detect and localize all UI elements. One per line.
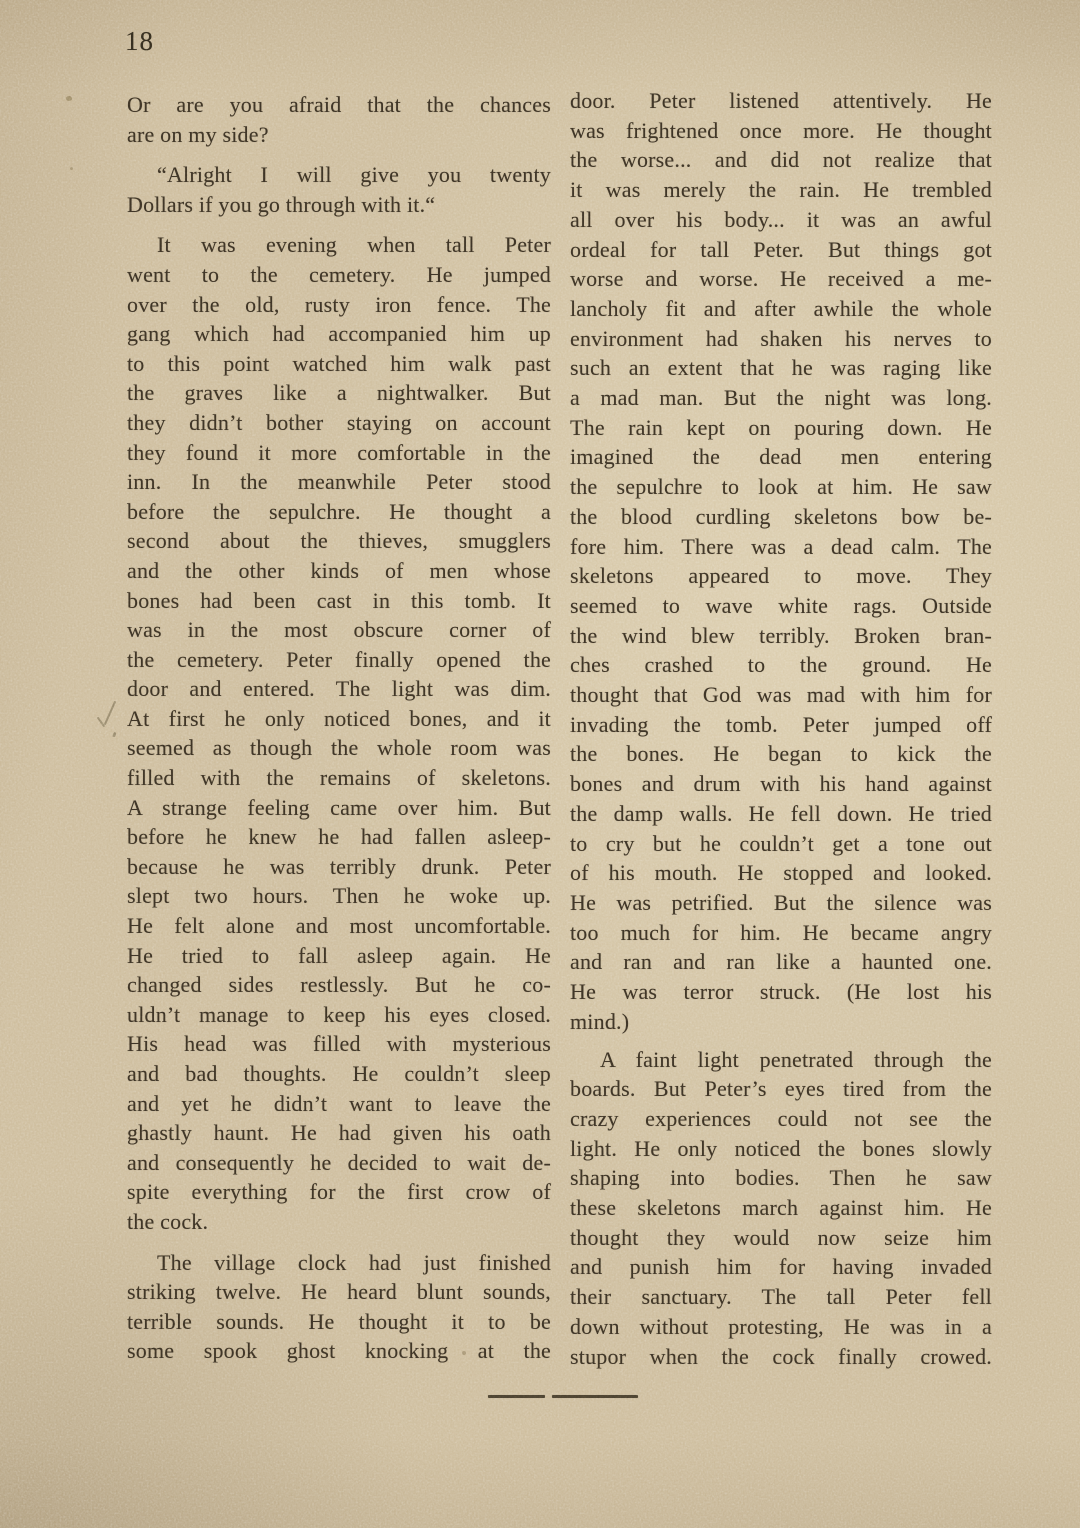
text-line: because he was terribly drunk. Peter bbox=[127, 853, 551, 879]
text-line: It was evening when tall Peter bbox=[157, 232, 551, 258]
text-line: Dollars if you go through with it.“ bbox=[127, 191, 436, 217]
text-line: light. He only noticed the bones slowly bbox=[570, 1135, 992, 1161]
text-line: before the sepulchre. He thought a bbox=[127, 498, 551, 524]
text-line: environment had shaken his nerves to bbox=[570, 325, 992, 351]
text-line: He felt alone and most uncomfortable. bbox=[127, 913, 551, 939]
text-line: shaping into bodies. Then he saw bbox=[570, 1165, 992, 1191]
text-line: and bad thoughts. He couldn’t sleep bbox=[127, 1061, 551, 1086]
footer-rule-segment bbox=[488, 1395, 545, 1398]
text-line: the blood curdling skeletons bow be- bbox=[570, 503, 992, 529]
text-line: second about the thieves, smugglers bbox=[127, 528, 551, 554]
page-number: 18 bbox=[125, 26, 154, 56]
text-line: invading the tomb. Peter jumped off bbox=[570, 711, 992, 737]
text-line: imagined the dead men entering bbox=[570, 444, 992, 470]
text-line: striking twelve. He heard blunt sounds, bbox=[127, 1279, 551, 1305]
text-line: He was terror struck. (He lost his bbox=[570, 979, 992, 1005]
text-line: bones had been cast in this tomb. It bbox=[127, 587, 551, 613]
text-line: His head was filled with mysterious bbox=[127, 1031, 551, 1057]
text-line: they found it more comfortable in the bbox=[127, 439, 551, 465]
text-line: crazy experiences could not see the bbox=[570, 1105, 992, 1131]
text-line: over the old, rusty iron fence. The bbox=[127, 291, 551, 317]
text-column-right bbox=[570, 86, 992, 1379]
text-line: door and entered. The light was dim. bbox=[127, 676, 551, 702]
text-line: filled with the remains of skeletons. bbox=[127, 765, 551, 791]
text-line: worse and worse. He received a me- bbox=[570, 266, 992, 292]
text-line: skeletons appeared to move. They bbox=[570, 563, 992, 589]
paragraph bbox=[127, 1248, 551, 1366]
text-line: was frightened once more. He thought bbox=[570, 117, 992, 143]
text-line: “Alright I will give you twenty bbox=[157, 162, 551, 188]
text-line: thought they would now seize him bbox=[570, 1224, 992, 1250]
paper-speck bbox=[70, 167, 73, 170]
text-line: they didn’t bother staying on account bbox=[127, 409, 551, 435]
text-line: some spook ghost knocking at the bbox=[127, 1338, 551, 1364]
text-line: the graves like a nightwalker. But bbox=[127, 380, 551, 406]
text-line: it was merely the rain. He trembled bbox=[570, 177, 992, 203]
pencil-margin-mark bbox=[97, 698, 123, 742]
paragraph bbox=[127, 160, 551, 219]
text-line: slept two hours. Then he woke up. bbox=[127, 883, 551, 909]
text-line: the bones. He began to kick the bbox=[570, 741, 992, 767]
paragraph bbox=[127, 230, 551, 1236]
text-line: and punish him for having invaded bbox=[570, 1254, 992, 1280]
text-line: the cemetery. Peter finally opened the bbox=[127, 646, 551, 672]
text-line: of his mouth. He stopped and looked. bbox=[570, 860, 992, 886]
text-line: terrible sounds. He thought it to be bbox=[127, 1308, 551, 1334]
paragraph bbox=[570, 86, 992, 1037]
text-line: gang which had accompanied him up bbox=[127, 321, 551, 347]
text-line: to cry but he couldn’t get a tone out bbox=[570, 830, 992, 856]
text-line: mind.) bbox=[570, 1008, 630, 1034]
text-line: the damp walls. He fell down. He tried bbox=[570, 800, 992, 826]
text-line: to this point watched him walk past bbox=[127, 350, 551, 376]
text-line: went to the cemetery. He jumped bbox=[127, 261, 551, 287]
text-line: fore him. There was a dead calm. The bbox=[570, 533, 992, 559]
text-line: such an extent that he was raging like bbox=[570, 355, 992, 381]
text-line: uldn’t manage to keep his eyes closed. bbox=[127, 1001, 551, 1027]
text-line: changed sides restlessly. But he co- bbox=[127, 972, 551, 998]
text-line: boards. But Peter’s eyes tired from the bbox=[570, 1076, 992, 1102]
text-line: before he knew he had fallen asleep- bbox=[127, 824, 551, 850]
text-line: stupor when the cock finally crowed. bbox=[570, 1343, 992, 1369]
text-line: the worse... and did not realize that bbox=[570, 147, 992, 173]
text-line: At first he only noticed bones, and it bbox=[127, 705, 551, 731]
text-line: He tried to fall asleep again. He bbox=[127, 942, 551, 968]
text-line: ches crashed to the ground. He bbox=[570, 652, 992, 678]
text-line: and the other kinds of men whose bbox=[127, 557, 551, 583]
text-line: He was petrified. But the silence was bbox=[570, 889, 992, 915]
text-line: ghastly haunt. He had given his oath bbox=[127, 1120, 551, 1146]
text-line: seemed as though the whole room was bbox=[127, 735, 551, 761]
text-line: bones and drum with his hand against bbox=[570, 771, 992, 797]
text-column-left bbox=[127, 90, 551, 1377]
text-line: too much for him. He became angry bbox=[570, 919, 992, 945]
text-line: and yet he didn’t want to leave the bbox=[127, 1090, 551, 1116]
text-line: down without protesting, He was in a bbox=[570, 1313, 992, 1339]
text-line: door. Peter listened attentively. He bbox=[570, 88, 992, 113]
text-line: these skeletons march against him. He bbox=[570, 1195, 992, 1221]
text-line: lancholy fit and after awhile the whole bbox=[570, 295, 992, 321]
paper-speck bbox=[66, 96, 72, 101]
text-line: and ran and ran like a haunted one. bbox=[570, 949, 992, 975]
text-line: Or are you afraid that the chances bbox=[127, 92, 551, 117]
text-line: was in the most obscure corner of bbox=[127, 617, 551, 643]
text-line: and consequently he decided to wait de- bbox=[127, 1149, 551, 1175]
text-line: A faint light penetrated through the bbox=[600, 1046, 992, 1072]
footer-rule-segment bbox=[552, 1395, 638, 1398]
paragraph bbox=[570, 1045, 992, 1372]
text-line: their sanctuary. The tall Peter fell bbox=[570, 1284, 992, 1310]
text-line: the wind blew terribly. Broken bran- bbox=[570, 622, 992, 648]
text-line: the cock. bbox=[127, 1208, 209, 1234]
text-line: The rain kept on pouring down. He bbox=[570, 414, 992, 440]
text-line: inn. In the meanwhile Peter stood bbox=[127, 469, 551, 495]
text-line: The village clock had just finished bbox=[157, 1249, 551, 1275]
text-line: thought that God was mad with him for bbox=[570, 682, 992, 708]
text-line: a mad man. But the night was long. bbox=[570, 385, 992, 411]
paragraph bbox=[127, 90, 551, 149]
text-line: seemed to wave white rags. Outside bbox=[570, 592, 992, 618]
text-line: ordeal for tall Peter. But things got bbox=[570, 236, 992, 262]
text-line: spite everything for the first crow of bbox=[127, 1179, 551, 1205]
text-line: are on my side? bbox=[127, 121, 269, 147]
footer-rule bbox=[488, 1395, 638, 1398]
text-line: the sepulchre to look at him. He saw bbox=[570, 474, 992, 500]
text-line: all over his body... it was an awful bbox=[570, 206, 992, 232]
text-line: A strange feeling came over him. But bbox=[127, 794, 551, 820]
